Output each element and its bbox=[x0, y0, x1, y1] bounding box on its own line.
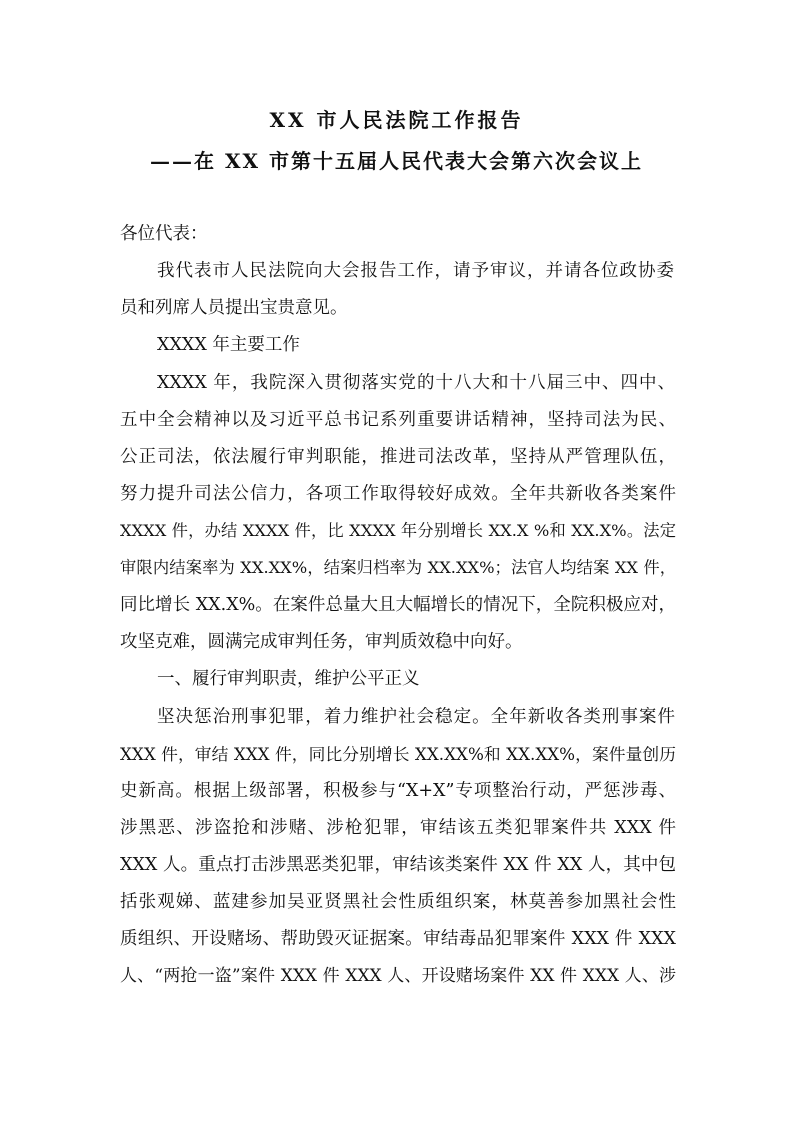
paragraph-line: 员和列席人员提出宝贵意见。 bbox=[120, 298, 348, 318]
paragraph-line: 攻坚克难，圆满完成审判任务，审判质效稳中向好。 bbox=[120, 632, 523, 652]
paragraph-line: 史新高。根据上级部署，积极参与“X+X”专项整治行动，严惩涉毒、 bbox=[120, 781, 676, 801]
paragraph-line: 公正司法，依法履行审判职能，推进司法改革，坚持从严管理队伍， bbox=[120, 447, 676, 467]
paragraph-line: XXXX 年，我院深入贯彻落实党的十八大和十八届三中、四中、 bbox=[157, 373, 675, 393]
paragraph-line: 审限内结案率为 XX.XX%，结案归档率为 XX.XX%；法官人均结案 XX 件， bbox=[120, 558, 676, 577]
section-heading: 一、履行审判职责，维护公平正义 bbox=[157, 669, 420, 689]
paragraph-line: XXX 人。重点打击涉黑恶类犯罪，审结该类案件 XX 件 XX 人，其中包 bbox=[120, 855, 676, 875]
salutation: 各位代表： bbox=[120, 224, 208, 244]
paragraph-line: 坚决惩治刑事犯罪，着力维护社会稳定。全年新收各类刑事案件 bbox=[157, 707, 675, 727]
paragraph-line: 人、“两抢一盗”案件 XXX 件 XXX 人、开设赌场案件 XX 件 XXX 人、涉 bbox=[120, 966, 676, 986]
document-subtitle: ——在 XX 市第十五届人民代表大会第六次会议上 bbox=[150, 149, 643, 173]
paragraph-line: 涉黑恶、涉盗抢和涉赌、涉枪犯罪，审结该五类犯罪案件共 XXX 件 bbox=[120, 818, 676, 838]
document-title: XX 市人民法院工作报告 bbox=[269, 108, 524, 132]
section-heading: XXXX 年主要工作 bbox=[157, 335, 300, 355]
paragraph-line: 同比增长 XX.X%。在案件总量大且大幅增长的情况下，全院积极应对， bbox=[120, 595, 676, 615]
paragraph-line: 五中全会精神以及习近平总书记系列重要讲话精神，坚持司法为民、 bbox=[120, 410, 676, 430]
paragraph-line: 质组织、开设赌场、帮助毁灭证据案。审结毒品犯罪案件 XXX 件 XXX bbox=[120, 929, 676, 949]
paragraph-line: 努力提升司法公信力，各项工作取得较好成效。全年共新收各类案件 bbox=[120, 484, 676, 504]
paragraph-line: XXX 件，审结 XXX 件，同比分别增长 XX.XX%和 XX.XX%，案件量创历 bbox=[120, 744, 676, 764]
paragraph-line: 括张观娣、蓝建参加吴亚贤黑社会性质组织案，林莫善参加黑社会性 bbox=[120, 892, 676, 912]
paragraph-line: XXXX 件，办结 XXXX 件，比 XXXX 年分别增长 XX.X %和 XX.X%。法定 bbox=[120, 521, 676, 540]
paragraph-line: 我代表市人民法院向大会报告工作，请予审议，并请各位政协委 bbox=[157, 261, 674, 281]
